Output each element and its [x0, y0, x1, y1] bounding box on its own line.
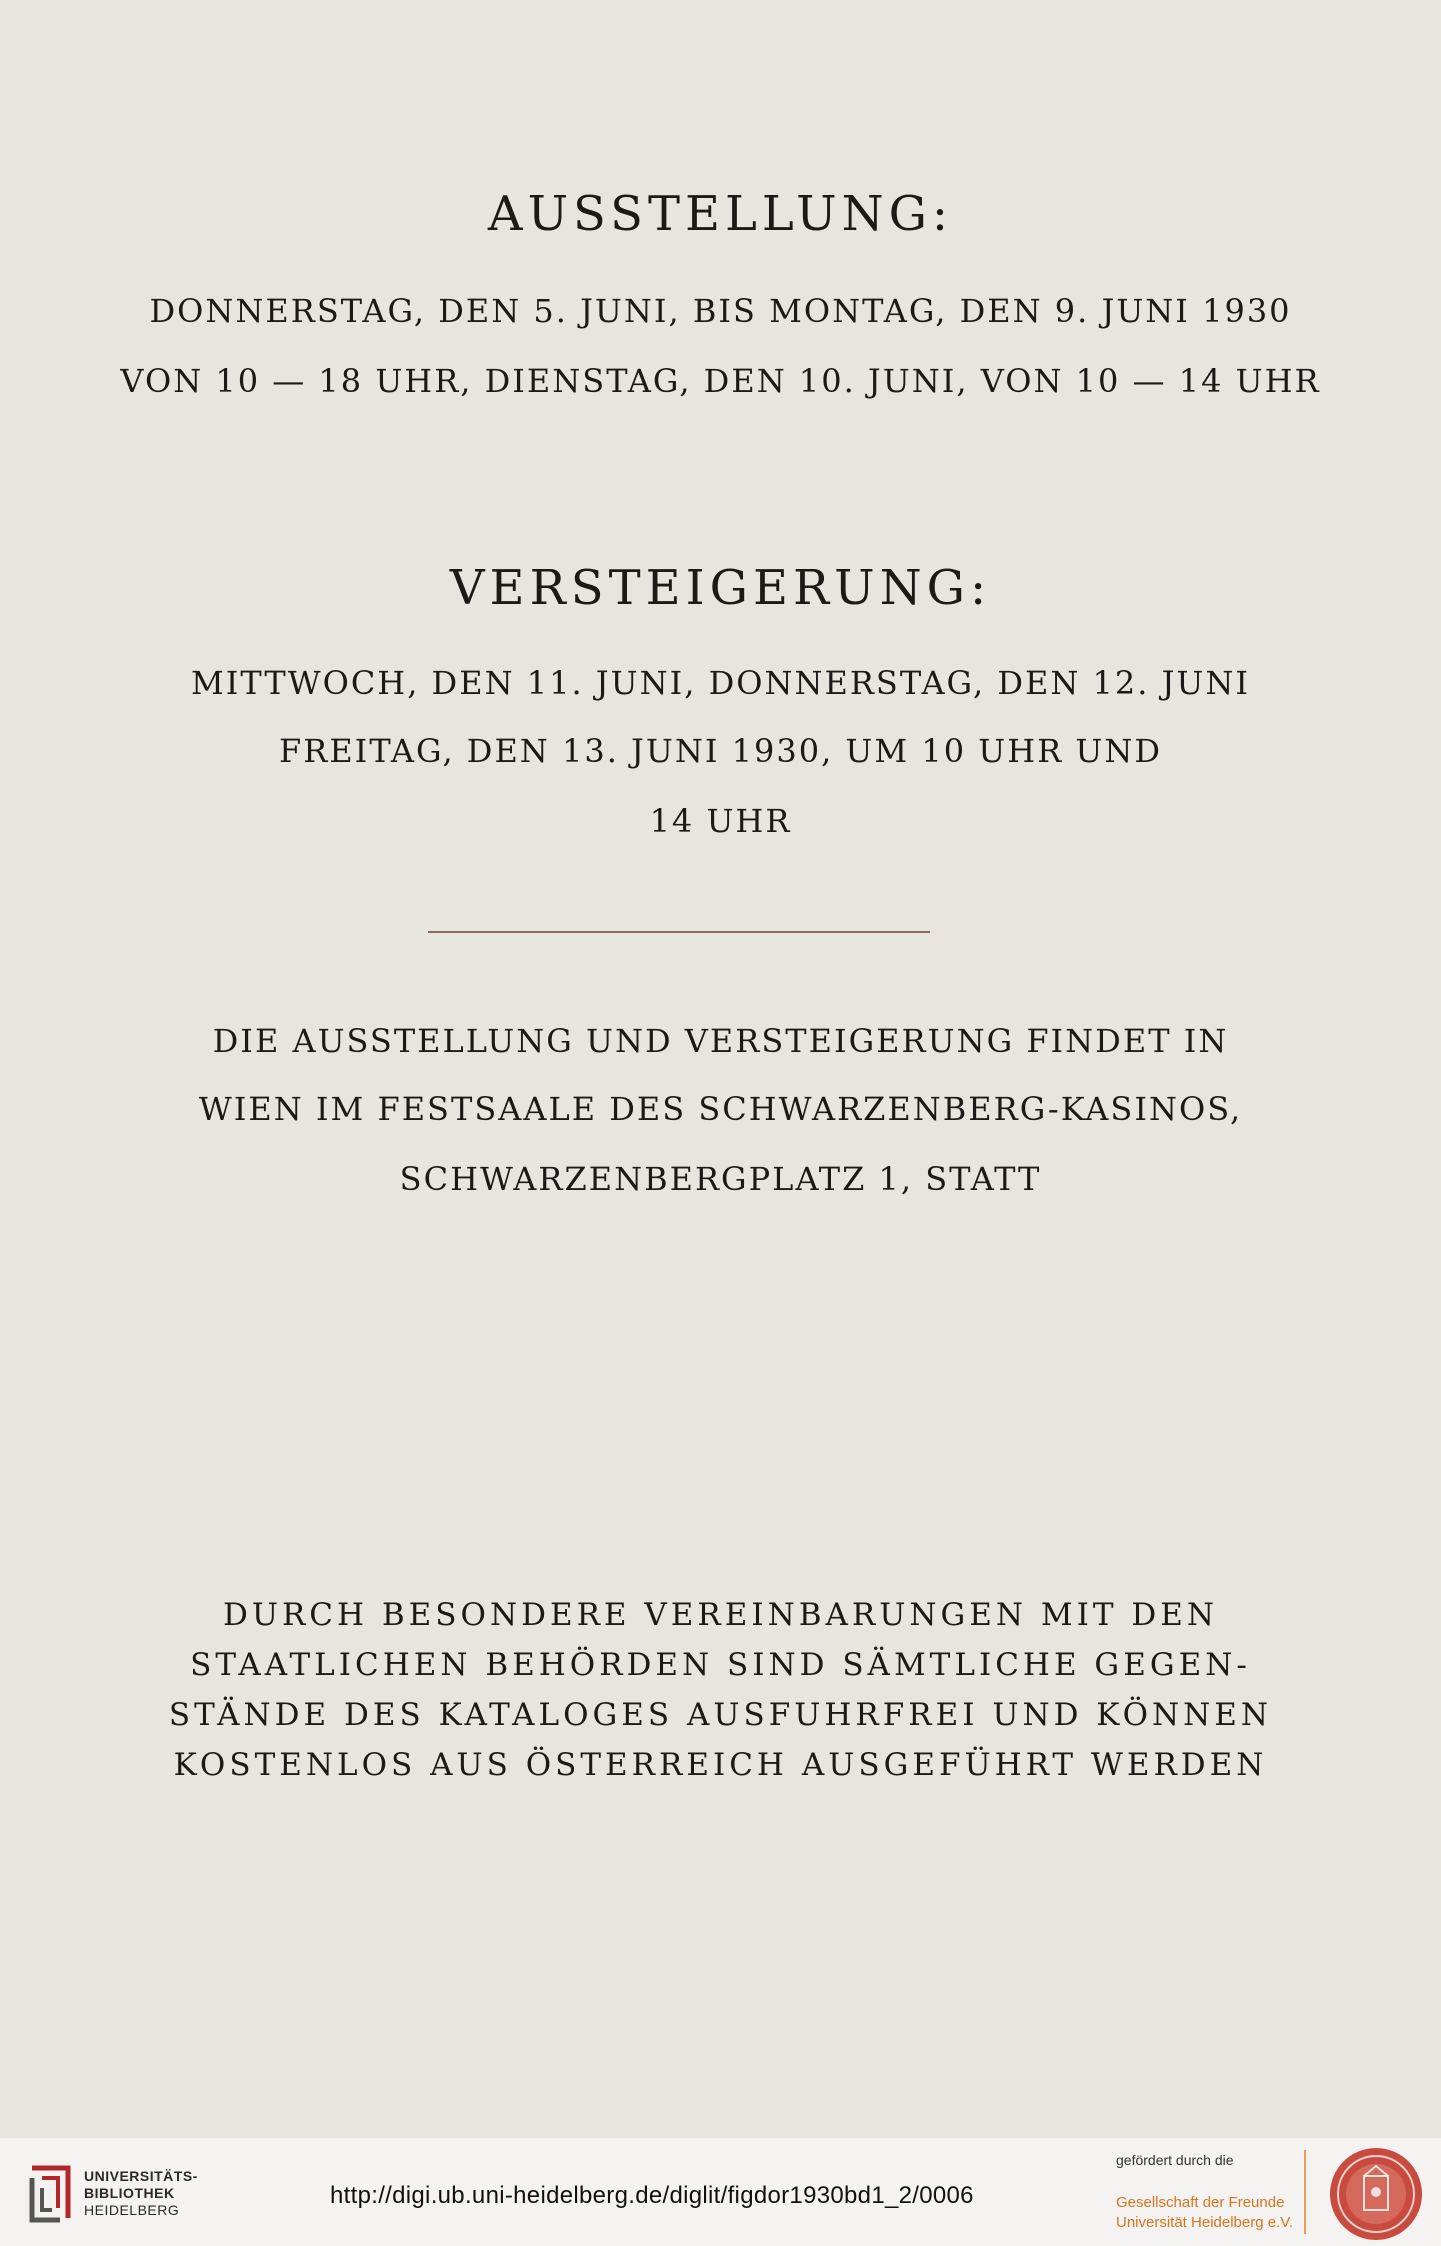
ub-logo-icon [24, 2162, 76, 2226]
library-name-line-2: BIBLIOTHEK [84, 2185, 175, 2201]
exhibition-line-2: VON 10 — 18 UHR, DIENSTAG, DEN 10. JUNI, VON 10 — 14 UHR [120, 362, 1321, 400]
library-name-line-1: UNIVERSITÄTS- [84, 2168, 198, 2184]
auction-line-2: FREITAG, DEN 13. JUNI 1930, UM 10 UHR UND [279, 732, 1162, 770]
auction-line-1: MITTWOCH, DEN 11. JUNI, DONNERSTAG, DEN 12. JUNI [191, 664, 1250, 702]
export-line-4: KOSTENLOS AUS ÖSTERREICH AUSGEFÜHRT WERDEN [173, 1747, 1268, 1783]
venue-line-3: SCHWARZENBERGPLATZ 1, STATT [399, 1160, 1042, 1198]
auction-line-3: 14 UHR [649, 802, 792, 840]
university-seal-icon [1328, 2146, 1424, 2242]
exhibition-line-1: DONNERSTAG, DEN 5. JUNI, BIS MONTAG, DEN 9. JUNI 1930 [149, 292, 1292, 330]
venue-line-2: WIEN IM FESTSAALE DES SCHWARZENBERG-KASINOS, [198, 1090, 1243, 1128]
export-line-3: STÄNDE DES KATALOGES AUSFUHRFREI UND KÖNNEN [168, 1697, 1273, 1733]
sponsor-name-line-2: Universität Heidelberg e.V. [1116, 2214, 1294, 2231]
library-name [84, 2168, 198, 2219]
sponsor-name [1116, 2193, 1293, 2233]
permalink-url[interactable]: http://digi.ub.uni-heidelberg.de/diglit/figdor1930bd1_2/0006 [330, 2182, 974, 2209]
digitization-footer [0, 2138, 1441, 2246]
export-line-2: STAATLICHEN BEHÖRDEN SIND SÄMTLICHE GEGEN- [190, 1647, 1251, 1683]
divider-rule [428, 931, 930, 933]
auction-heading: VERSTEIGERUNG: [449, 560, 992, 616]
library-name-line-3: HEIDELBERG [84, 2202, 180, 2218]
sponsor-intro: gefördert durch die [1116, 2152, 1234, 2168]
footer-divider [1304, 2150, 1306, 2234]
exhibition-heading: AUSSTELLUNG: [487, 186, 954, 242]
export-line-1: DURCH BESONDERE VEREINBARUNGEN MIT DEN [222, 1597, 1219, 1633]
sponsor-name-line-1: Gesellschaft der Freunde [1116, 2194, 1285, 2211]
venue-line-1: DIE AUSSTELLUNG UND VERSTEIGERUNG FINDET IN [212, 1022, 1229, 1060]
